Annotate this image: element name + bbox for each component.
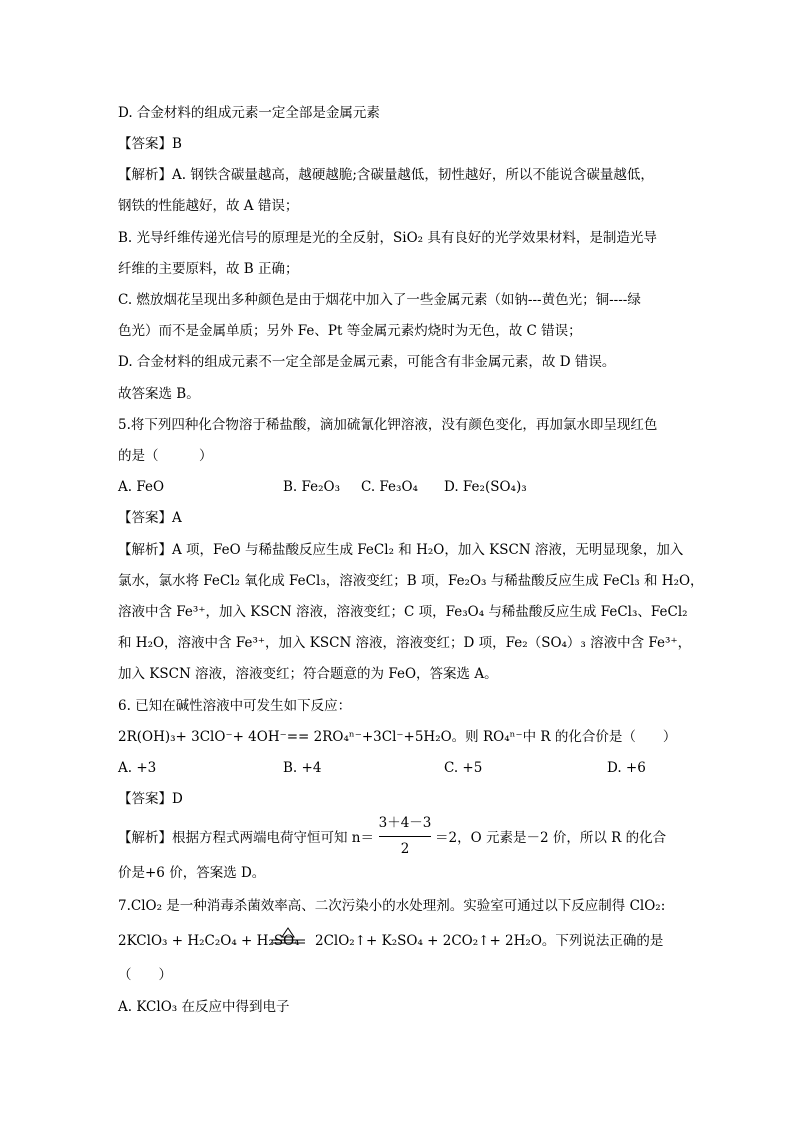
q6-option-a: A. +3 (118, 760, 157, 776)
q5-analysis-line-2: 氯水，氯水将 FeCl₂ 氧化成 FeCl₃，溶液变红；B 项，Fe₂O₃ 与稀盐酸反应生成 FeCl₃ 和 H₂O， (118, 573, 704, 589)
q7-equation-left: 2KClO₃ + H₂C₂O₄ + H₂SO₄ (118, 933, 300, 949)
q4-answer: 【答案】B (118, 136, 182, 152)
q4-analysis-line-6: 色光）而不是金属单质；另外 Fe、Pt 等金属元素灼烧时为无色，故 C 错误； (118, 323, 582, 339)
q5-stem-line-2: 的是（ ） (118, 448, 213, 464)
q4-analysis-line-3: B. 光导纤维传递光信号的原理是光的全反射，SiO₂ 具有良好的光学效果材料，是制造光导 (118, 230, 657, 246)
q4-option-d: D. 合金材料的组成元素一定全部是金属元素 (118, 105, 380, 121)
q7-option-a: A. KClO₃ 在反应中得到电子 (118, 999, 290, 1015)
q4-conclusion: 故答案选 B。 (118, 386, 200, 402)
q6-analysis-line-1b: ＝2，O 元素是－2 价，所以 R 的化合 (435, 830, 667, 846)
fraction-bar (379, 836, 431, 837)
q7-stem-paren: （ ） (118, 967, 172, 983)
q7-stem-line-1: 7.ClO₂ 是一种消毒杀菌效率高、二次污染小的水处理剂。实验室可通过以下反应制得 ClO₂: (118, 898, 666, 914)
q4-analysis-line-7: D. 合金材料的组成元素不一定全部是金属元素，可能含有非金属元素，故 D 错误。 (118, 354, 616, 370)
q5-option-a: A. FeO (118, 479, 165, 495)
q7-equation-right: 2ClO₂↑+ K₂SO₄ + 2CO₂↑+ 2H₂O。下列说法正确的是 (315, 933, 664, 949)
q4-analysis-line-1: 【解析】A. 钢铁含碳量越高，越硬越脆;含碳量越低，韧性越好，所以不能说含碳量越低， (118, 167, 654, 183)
q4-analysis-line-2: 钢铁的性能越好，故 A 错误； (118, 198, 299, 214)
q4-analysis-line-5: C. 燃放烟花呈现出多种颜色是由于烟花中加入了一些金属元素（如钠---黄色光；铜----绿 (118, 292, 641, 308)
q6-answer: 【答案】D (118, 791, 183, 807)
q5-option-d: D. Fe₂(SO₄)₃ (444, 479, 527, 495)
q6-analysis-line-1a: 【解析】根据方程式两端电荷守恒可知 n＝ (118, 830, 374, 846)
fraction-denominator: 2 (400, 841, 410, 857)
q6-analysis-line-2: 价是+6 价，答案选 D。 (118, 865, 266, 881)
fraction-numerator: 3＋4－3 (378, 815, 432, 831)
q5-answer: 【答案】A (118, 510, 182, 526)
q5-option-b: B. Fe₂O₃ (283, 479, 341, 495)
q5-stem-line-1: 5.将下列四种化合物溶于稀盐酸，滴加硫氰化钾溶液，没有颜色变化，再加氯水即呈现红色 (118, 417, 658, 433)
q6-stem-line-2: 2R(OH)₃+ 3ClO⁻+ 4OH⁻== 2RO₄ⁿ⁻+3Cl⁻+5H₂O。则 RO₄ⁿ⁻中 R 的化合价是（ ） (118, 729, 677, 745)
q4-analysis-line-4: 纤维的主要原料，故 B 正确； (118, 261, 299, 277)
heat-condition-icon (268, 926, 308, 946)
q5-option-c: C. Fe₃O₄ (361, 479, 418, 495)
q6-option-c: C. +5 (444, 760, 483, 776)
q5-analysis-line-3: 溶液中含 Fe³⁺，加入 KSCN 溶液，溶液变红；C 项，Fe₃O₄ 与稀盐酸反应生成 FeCl₃、FeCl₂ (118, 604, 688, 620)
q5-analysis-line-5: 加入 KSCN 溶液，溶液变红；符合题意的为 FeO，答案选 A。 (118, 666, 498, 682)
q5-analysis-line-1: 【解析】A 项，FeO 与稀盐酸反应生成 FeCl₂ 和 H₂O，加入 KSCN 溶液，无明显现象，加入 (118, 542, 684, 558)
q6-option-b: B. +4 (283, 760, 322, 776)
q5-analysis-line-4: 和 H₂O，溶液中含 Fe³⁺，加入 KSCN 溶液，溶液变红；D 项，Fe₂（SO₄）₃ 溶液中含 Fe³⁺， (118, 635, 692, 651)
q6-option-d: D. +6 (607, 760, 646, 776)
q6-stem-line-1: 6. 已知在碱性溶液中可发生如下反应： (118, 698, 352, 714)
